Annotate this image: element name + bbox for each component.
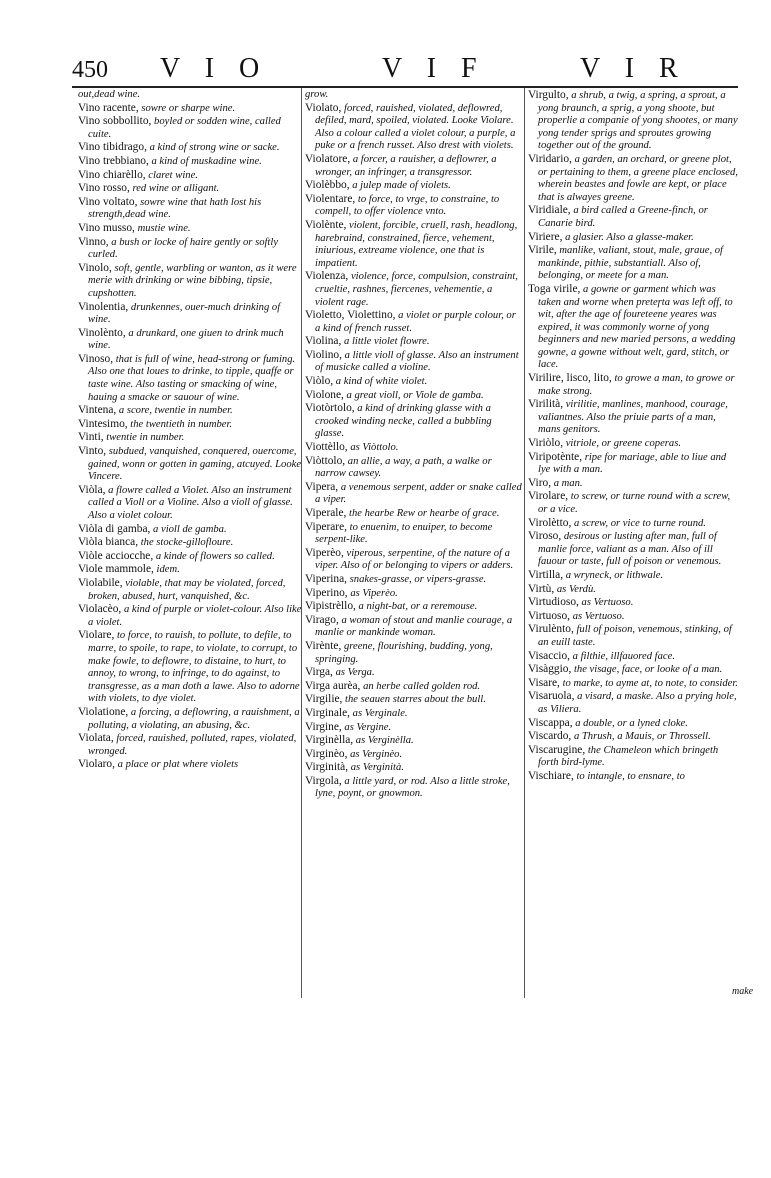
entry-definition: snakes-grasse, or vipers-grasse. <box>349 573 487 585</box>
dictionary-entry <box>305 680 523 694</box>
entry-headword: Virènte, <box>305 639 342 652</box>
entry-headword: Viperèo, <box>305 546 344 559</box>
dictionary-entry <box>78 577 302 603</box>
entry-headword: Vino trebbiano, <box>78 154 149 167</box>
entry-definition: to growe a man, to growe or make strong. <box>538 373 735 397</box>
dictionary-entry <box>305 153 523 179</box>
dictionary-entry <box>528 451 738 477</box>
dictionary-entry <box>78 563 302 577</box>
entry-headword: Viriòlo, <box>528 437 564 450</box>
dictionary-entry <box>528 477 738 491</box>
entry-definition: drunkennes, ouer-much drinking of wine. <box>88 301 281 326</box>
dictionary-entry <box>528 610 738 624</box>
entry-definition: ripe for mariage, able to liue and lye with a man. <box>538 451 727 476</box>
entry-headword: Violetto, Violettino, <box>305 309 396 322</box>
entry-definition: the hearbe Rew or hearbe of grace. <box>349 508 500 519</box>
entry-headword: Viperare, <box>305 520 348 533</box>
entry-definition: a great violl, or Viole de gamba. <box>346 389 484 401</box>
entry-definition: a violet or purple colour, or a kind of french russet. <box>315 310 516 334</box>
entry-headword: Virgola, <box>305 774 342 787</box>
entry-definition: a violl de gamba. <box>153 523 227 535</box>
dictionary-entry <box>305 309 523 335</box>
dictionary-entry <box>528 770 738 784</box>
entry-headword: Virolètto, <box>528 516 572 529</box>
entry-headword: Virolare, <box>528 490 569 503</box>
dictionary-entry <box>528 730 738 744</box>
entry-headword: Visàggio, <box>528 663 572 676</box>
dictionary-entry <box>305 693 523 707</box>
entry-headword: Violaro, <box>78 758 115 771</box>
entry-definition: a little yard, or rod. Also a little stroke, lyne, poynt, or gnowmon. <box>315 775 510 800</box>
dictionary-entry <box>305 775 523 801</box>
entry-headword: Vinolo, <box>78 261 112 274</box>
entry-definition: a woman of stout and manlie courage, a manlie or mankinde woman. <box>315 614 513 639</box>
entry-headword: Virtilla, <box>528 568 564 581</box>
entry-definition: that is full of wine, head-strong or fuming. Also one that loues to drinke, to tipple, quaffe or taste wine. Also tasting or smacking of wine, hauing a smacke or sauour of wine. <box>88 353 296 403</box>
entry-headword: Viscardo, <box>528 730 572 743</box>
entry-headword: Virilità, <box>528 398 564 411</box>
dictionary-entry <box>78 550 302 564</box>
entry-headword: Violata, <box>78 732 114 745</box>
entry-definition: greene, flourishing, budding, yong, springing. <box>315 640 493 665</box>
dictionary-entry <box>78 169 302 183</box>
entry-definition: grow. <box>305 89 329 100</box>
entry-definition: mustie wine. <box>137 222 191 234</box>
dictionary-entry <box>78 523 302 537</box>
dictionary-entry <box>305 219 523 270</box>
entry-definition: a flowre called a Violet. Also an instrument called a Violl or a Violine. Also a violl of glasse. Also a violet colour. <box>88 484 293 521</box>
entry-headword: Vintesimo, <box>78 417 128 430</box>
dictionary-entry <box>78 115 302 141</box>
dictionary-entry <box>78 182 302 196</box>
entry-definition: a julep made of violets. <box>352 180 451 192</box>
dictionary-entry <box>528 231 738 245</box>
entry-definition: as Vergine. <box>344 721 392 733</box>
running-header <box>72 54 738 84</box>
entry-headword: Viòttolo, <box>305 454 346 467</box>
entry-definition: violable, that may be violated, forced, broken, abused, hurt, vanquished, &c. <box>88 577 286 602</box>
entry-definition: a venemous serpent, adder or snake called a viper. <box>315 481 522 506</box>
entry-definition: twentie in number. <box>106 432 185 444</box>
entry-headword: Violato, <box>305 101 342 114</box>
entry-headword: Viridiale, <box>528 204 571 217</box>
header-right-guideword: V I R <box>580 53 687 84</box>
dictionary-entry <box>528 517 738 531</box>
dictionary-entry <box>78 758 302 772</box>
entry-definition: forced, rauished, polluted, rapes, violated, wronged. <box>88 733 297 757</box>
entry-definition: a kind of strong wine or sacke. <box>149 142 280 154</box>
page-number: 450 <box>72 57 108 83</box>
entry-headword: Vino chiarèllo, <box>78 168 146 181</box>
entry-definition: the Chameleon which bringeth forth bird-lyme. <box>538 744 719 769</box>
entry-headword: Violare, <box>78 629 115 642</box>
dictionary-entry <box>305 600 523 614</box>
dictionary-entry <box>78 484 302 523</box>
entry-definition: violence, force, compulsion, constraint, crueltie, rashnes, fiercenes, vehementie, a violent rage. <box>315 271 518 308</box>
entry-headword: Vinolènto, <box>78 326 126 339</box>
dictionary-entry <box>78 301 302 327</box>
dictionary-entry <box>528 204 738 230</box>
dictionary-entry <box>78 222 302 236</box>
entry-headword: Vinti, <box>78 431 104 444</box>
dictionary-entry <box>305 335 523 349</box>
entry-headword: Violone, <box>305 388 344 401</box>
entry-definition: forced, rauished, violated, deflowred, defiled, mard, spoiled, violated. Looke Violare. Also a colour called a violet colour, a purple, a puke or a french russet. Also drest with violets. <box>315 102 516 152</box>
entry-headword: Vino racente, <box>78 101 139 114</box>
entry-headword: Violina, <box>305 335 342 348</box>
catchword: make <box>732 986 754 997</box>
entry-definition: a Thrush, a Mauis, or Throssell. <box>573 731 711 743</box>
dictionary-entry <box>305 193 523 219</box>
dictionary-entry <box>305 89 523 102</box>
entry-definition: claret wine. <box>148 169 198 181</box>
entry-definition: a place or plat where violets <box>117 759 239 771</box>
entry-definition: subdued, vanquished, conquered, ouercome, gained, wonn or gotten in gaming, atcuyed. Looke Vincere. <box>88 446 302 483</box>
dictionary-entry <box>305 349 523 375</box>
entry-definition: a man. <box>553 477 583 489</box>
entry-headword: Viperino, <box>305 586 348 599</box>
dictionary-entry <box>528 663 738 677</box>
entry-definition: as Verginale. <box>352 707 408 719</box>
dictionary-entry <box>305 179 523 193</box>
entry-definition: to screw, or turne round with a screw, or a vice. <box>538 491 731 515</box>
entry-definition: the stocke-gillofloure. <box>140 537 234 549</box>
dictionary-entry <box>305 666 523 680</box>
entry-headword: Vischiare, <box>528 769 574 782</box>
entry-definition: the seauen starres about the bull. <box>345 694 486 706</box>
entry-headword: Viole mammole, <box>78 563 154 576</box>
entry-definition: a kind of purple or violet-colour. Also like a violet. <box>88 604 302 628</box>
dictionary-entry <box>305 389 523 403</box>
dictionary-entry <box>78 196 302 222</box>
dictionary-entry <box>528 744 738 770</box>
entry-headword: Vino rosso, <box>78 182 130 195</box>
dictionary-entry <box>305 734 523 748</box>
entry-headword: Viòla di gamba, <box>78 522 151 535</box>
entry-headword: Viridario, <box>528 152 572 165</box>
entry-definition: a gowne or garment which was taken and worne when preteɼta was left off, to wit, after the age of foureteene yeares was expired, it was commonly worne of yong beginners and new maried persons, a wedding gowne, a gowne without welt, gard, stitch, or lace. <box>538 283 736 371</box>
entry-definition: as Viperèo. <box>350 587 398 599</box>
entry-definition: viperous, serpentine, of the nature of a viper. Also of or belonging to vipers or adders. <box>315 547 514 572</box>
entry-definition: a forcer, a rauisher, a deflowrer, a wronger, an infringer, a transgressor. <box>315 153 497 178</box>
entry-headword: Virilire, lisco, lito, <box>528 372 612 385</box>
entry-definition: a forcing, a deflowring, a rauishment, a polluting, a violating, an abusing, &c. <box>88 706 300 731</box>
entry-definition: as Verginèo. <box>350 748 403 760</box>
dictionary-entry <box>305 614 523 640</box>
entry-headword: Virgine, <box>305 720 342 733</box>
dictionary-entry <box>78 353 302 404</box>
entry-definition: a wryneck, or lithwale. <box>565 569 664 581</box>
dictionary-entry <box>528 153 738 204</box>
dictionary-entry <box>78 418 302 432</box>
entry-definition: soft, gentle, warbling or wanton, as it were merie with drinking or wine bibbing, tipsie, cupshotten. <box>88 262 297 299</box>
entry-definition: sowre wine that hath lost his strength,dead wine. <box>88 196 262 221</box>
entry-definition: a little violl of glasse. Also an instrument of musicke called a violine. <box>315 349 519 374</box>
dictionary-entry <box>305 640 523 666</box>
entry-definition: a shrub, a twig, a spring, a sprout, a yong braunch, a sprig, a yong shoote, but properlie a companie of yong shootes, or many yong tender sprigs and sproutes growing together out of the ground. <box>538 90 738 152</box>
entry-definition: vitriole, or greene coperas. <box>565 438 681 450</box>
dictionary-entry <box>78 141 302 155</box>
entry-definition: red wine or alligant. <box>132 183 220 195</box>
dictionary-entry <box>78 431 302 445</box>
entry-definition: as Verga. <box>335 667 375 679</box>
entry-headword: Virgilie, <box>305 693 343 706</box>
dictionary-entry <box>78 603 302 629</box>
entry-definition: an herbe called golden rod. <box>363 680 481 692</box>
entry-definition: a drunkard, one giuen to drink much wine. <box>88 327 284 352</box>
entry-definition: a night-bat, or a reremouse. <box>358 601 478 613</box>
dictionary-entry <box>528 437 738 451</box>
dictionary-entry <box>528 623 738 649</box>
dictionary-entry <box>528 690 738 716</box>
dictionary-entry <box>305 455 523 481</box>
dictionary-entry <box>305 270 523 309</box>
dictionary-entry <box>78 327 302 353</box>
entry-definition: as Verginèlla. <box>355 735 414 747</box>
entry-headword: Vinno, <box>78 235 109 248</box>
dictionary-entry <box>78 89 302 102</box>
entry-headword: Vipistrèllo, <box>305 600 356 613</box>
column-middle <box>305 89 523 801</box>
entry-headword: Virgulto, <box>528 89 569 101</box>
entry-headword: Viscarugine, <box>528 743 586 756</box>
entry-definition: to enuenim, to enuiper, to become serpent-like. <box>315 521 493 546</box>
dictionary-entry <box>528 596 738 610</box>
entry-definition: a kinde of flowers so called. <box>155 550 275 562</box>
entry-headword: Vipera, <box>305 480 339 493</box>
dictionary-entry <box>528 398 738 437</box>
dictionary-entry <box>78 445 302 484</box>
entry-definition: boyled or sodden wine, called cuite. <box>88 116 281 140</box>
dictionary-entry <box>305 748 523 762</box>
entry-definition: manlike, valiant, stout, male, graue, of mankinde, pithie, substantiall. Also of, belonging, or meete for a man. <box>538 245 723 282</box>
entry-headword: Virile, <box>528 244 557 257</box>
dictionary-entry <box>305 375 523 389</box>
entry-headword: Violentare, <box>305 192 356 205</box>
dictionary-entry <box>78 629 302 706</box>
entry-headword: Virginale, <box>305 706 350 719</box>
entry-headword: Vino voltato, <box>78 195 138 208</box>
dictionary-entry <box>528 490 738 516</box>
entry-headword: Virginèo, <box>305 747 348 760</box>
entry-definition: to force, to vrge, to constraine, to compell, to offer violence vnto. <box>315 193 500 218</box>
entry-headword: Vino sobbollito, <box>78 115 152 128</box>
entry-headword: Visaccio, <box>528 649 571 662</box>
entry-definition: a garden, an orchard, or greene plot, or pertaining to them, a greene place enclosed, wherein beastes and fowle are kept, or place that is alwayes greene. <box>538 153 738 203</box>
dictionary-entry <box>305 507 523 521</box>
entry-headword: Vino musso, <box>78 221 135 234</box>
entry-definition: out,dead wine. <box>78 89 141 100</box>
entry-headword: Virginità, <box>305 761 349 774</box>
entry-definition: a bird called a Greene-finch, or Canarie bird. <box>538 205 708 229</box>
entry-headword: Viòla bianca, <box>78 536 139 549</box>
dictionary-entry <box>78 404 302 418</box>
entry-headword: Viòle acciocche, <box>78 549 154 562</box>
entry-headword: Violèbbo, <box>305 179 350 192</box>
dictionary-entry <box>528 89 738 153</box>
header-middle-guideword: V I F <box>382 53 486 84</box>
dictionary-entry <box>305 481 523 507</box>
entry-headword: Violènte, <box>305 218 347 231</box>
entry-headword: Viro, <box>528 476 552 489</box>
entry-headword: Vino tibidrago, <box>78 141 147 154</box>
dictionary-entry <box>305 573 523 587</box>
dictionary-entry <box>305 521 523 547</box>
entry-definition: desirous or lusting after man, full of manlie force, valiant as a man. Also of ill fauour or taste, full of poison or venemous. <box>538 531 722 568</box>
entry-definition: as Viòttolo. <box>350 442 399 454</box>
dictionary-entry <box>305 707 523 721</box>
entry-definition: to intangle, to ensnare, to <box>576 770 685 782</box>
entry-definition: a double, or a lyned cloke. <box>575 717 688 729</box>
entry-definition: a kind of white violet. <box>335 376 428 388</box>
entry-definition: idem. <box>156 564 180 576</box>
entry-headword: Virtuoso, <box>528 609 571 622</box>
entry-headword: Viottèllo, <box>305 441 348 454</box>
entry-headword: Viscappa, <box>528 716 573 729</box>
entry-definition: violent, forcible, cruell, rash, headlong, harebraind, constrained, fierce, vehement, iniurious, extreame violence, one that is impatient. <box>315 219 518 269</box>
entry-headword: Viòla, <box>78 483 106 496</box>
dictionary-entry <box>78 536 302 550</box>
dictionary-entry <box>78 732 302 758</box>
entry-definition: to marke, to ayme at, to note, to consider. <box>562 677 738 689</box>
entry-definition: a filthie, illfauored face. <box>572 650 675 662</box>
column-left <box>78 89 302 772</box>
entry-headword: Viriere, <box>528 230 563 243</box>
header-left-guideword: V I O <box>160 53 269 84</box>
dictionary-entry <box>528 283 738 372</box>
entry-headword: Virtudioso, <box>528 596 579 609</box>
dictionary-entry <box>528 569 738 583</box>
dictionary-entry <box>305 102 523 153</box>
entry-definition: full of poison, venemous, stinking, of an euill taste. <box>538 624 732 648</box>
dictionary-entry <box>305 761 523 775</box>
entry-definition: virilitie, manlines, manhood, courage, valiantnes. Also the priuie parts of a man, mans genitors. <box>538 399 728 436</box>
entry-definition: a kind of muskadine wine. <box>151 155 262 167</box>
entry-definition: as Vertuoso. <box>572 610 625 622</box>
dictionary-entry <box>528 244 738 283</box>
entry-headword: Violenza, <box>305 270 349 283</box>
entry-headword: Toga virile, <box>528 282 581 295</box>
entry-headword: Vinto, <box>78 445 107 458</box>
column-right <box>528 89 738 783</box>
dictionary-entry <box>305 721 523 735</box>
entry-headword: Vintena, <box>78 404 117 417</box>
entry-definition: as Verginità. <box>350 762 404 774</box>
entry-definition: a screw, or vice to turne round. <box>573 517 706 529</box>
entry-headword: Violabile, <box>78 576 123 589</box>
entry-headword: Violatione, <box>78 705 129 718</box>
entry-definition: as Verdù. <box>556 583 596 595</box>
entry-definition: an allie, a way, a path, a walke or narrow cawsey. <box>315 455 492 480</box>
entry-headword: Virga aurèa, <box>305 679 361 692</box>
entry-definition: a little violet flowre. <box>344 336 430 348</box>
dictionary-entry <box>305 547 523 573</box>
entry-definition: a score, twentie in number. <box>118 405 233 417</box>
entry-definition: to force, to rauish, to pollute, to defile, to marre, to spoile, to rape, to violate, to corrupt, to make fowle, to deflowre, to distaine, to hurt, to annoy, to wrong, to infringe, to do against, to transgresse, as a man doth a lawe. Also to adorne with violets, to dye violet. <box>88 630 300 705</box>
dictionary-entry <box>78 706 302 732</box>
dictionary-entry <box>78 236 302 262</box>
dictionary-entry <box>528 650 738 664</box>
entry-headword: Virulènto, <box>528 623 574 636</box>
dictionary-page <box>72 52 754 998</box>
entry-definition: the twentieth in number. <box>130 418 233 430</box>
dictionary-entry <box>78 102 302 116</box>
entry-definition: sowre or sharpe wine. <box>141 102 236 114</box>
entry-headword: Violino, <box>305 348 342 361</box>
dictionary-entry <box>305 402 523 441</box>
entry-definition: a glasier. Also a glasse-maker. <box>565 231 694 243</box>
entry-headword: Viòlo, <box>305 375 334 388</box>
entry-definition: a bush or locke of haire gently or softly curled. <box>88 236 279 261</box>
dictionary-entry <box>528 583 738 597</box>
header-rule <box>72 86 738 88</box>
entry-definition: as Vertuoso. <box>581 597 634 609</box>
dictionary-entry <box>528 530 738 569</box>
entry-headword: Virga, <box>305 666 333 679</box>
entry-headword: Virago, <box>305 613 339 626</box>
dictionary-entry <box>528 372 738 398</box>
entry-headword: Visaruola, <box>528 690 575 703</box>
dictionary-entry <box>305 441 523 455</box>
column-divider <box>524 88 525 998</box>
entry-definition: the visage, face, or looke of a man. <box>573 664 723 676</box>
entry-headword: Viripotènte, <box>528 450 583 463</box>
entry-headword: Virtù, <box>528 582 555 595</box>
entry-headword: Vinoso, <box>78 352 114 365</box>
dictionary-entry <box>78 155 302 169</box>
dictionary-entry <box>78 262 302 301</box>
entry-headword: Visare, <box>528 676 560 689</box>
entry-headword: Viperina, <box>305 572 348 585</box>
dictionary-entry <box>305 587 523 601</box>
entry-headword: Viotòrtolo, <box>305 402 355 415</box>
entry-headword: Viperale, <box>305 507 347 519</box>
entry-headword: Violatore, <box>305 152 351 165</box>
dictionary-entry <box>528 677 738 691</box>
entry-headword: Violacèo, <box>78 603 122 616</box>
entry-definition: a visard, a maske. Also a prying hole, as Viliera. <box>538 691 737 715</box>
entry-headword: Virginèlla, <box>305 734 354 747</box>
entry-headword: Vinolentia, <box>78 300 129 313</box>
entry-headword: Viroso, <box>528 530 562 543</box>
dictionary-entry <box>528 717 738 731</box>
entry-definition: a kind of drinking glasse with a crooked winding necke, called a bubbling glasse. <box>315 403 492 440</box>
